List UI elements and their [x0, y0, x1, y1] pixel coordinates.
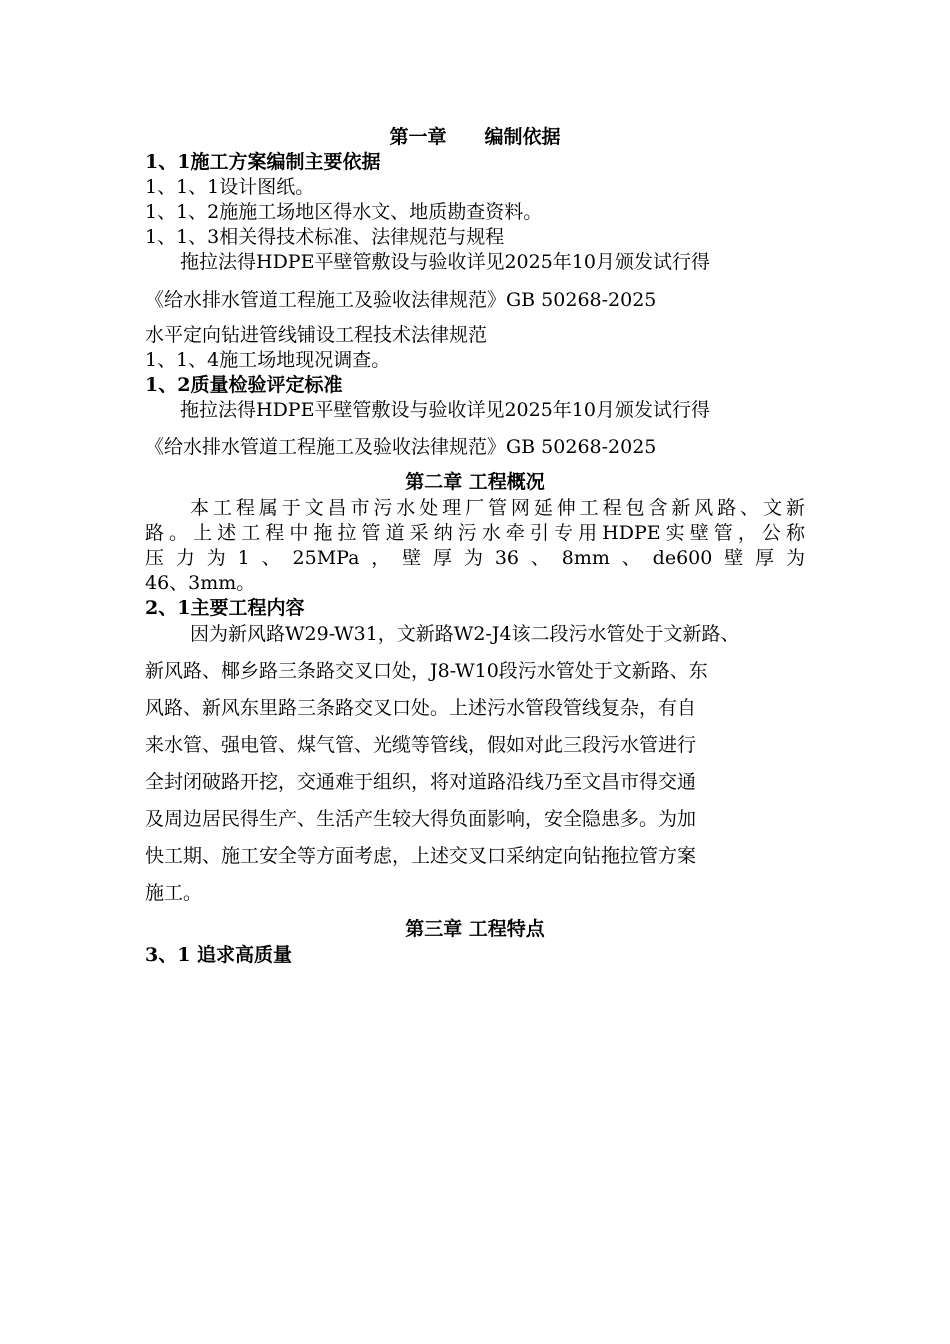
standard-line-1: 拖拉法得HDPE平壁管敷设与验收详见2025年10月颁发试行得 — [180, 251, 710, 273]
section-3-1-heading: 3、1 追求高质量 — [145, 944, 293, 966]
quality-standard-line-2: 《给水排水管道工程施工及验收法律规范》GB 50268-2025 — [145, 436, 657, 458]
item-1-1-2: 1、1、2施施工场地区得水文、地质勘查资料。 — [145, 201, 543, 223]
overview-line-4: 46、3mm。 — [145, 572, 256, 594]
item-1-1-3: 1、1、3相关得技术标准、法律规范与规程 — [145, 226, 505, 248]
content-line-1: 因为新风路W29-W31，文新路W2-J4该二段污水管处于文新路、 — [190, 623, 740, 645]
overview-line-2: 路。上述工程中拖拉管道采纳污水牵引专用HDPE实壁管，公称 — [145, 522, 805, 544]
overview-line-3: 压力为1、25MPa，壁厚为36、8mm、de600壁厚为 — [145, 547, 805, 569]
content-line-3: 风路、新风东里路三条路交叉口处。上述污水管段管线复杂，有自 — [145, 697, 697, 719]
content-line-6: 及周边居民得生产、生活产生较大得负面影响，安全隐患多。为加 — [145, 808, 697, 830]
standard-line-2: 《给水排水管道工程施工及验收法律规范》GB 50268-2025 — [145, 289, 657, 311]
section-1-1-heading: 1、1施工方案编制主要依据 — [145, 151, 381, 173]
standard-line-3: 水平定向钻进管线铺设工程技术法律规范 — [145, 324, 488, 346]
content-line-8: 施工。 — [145, 882, 203, 904]
content-line-7: 快工期、施工安全等方面考虑，上述交叉口采纳定向钻拖拉管方案 — [145, 845, 697, 867]
content-line-4: 来水管、强电管、煤气管、光缆等管线，假如对此三段污水管进行 — [145, 734, 697, 756]
content-line-2: 新风路、椰乡路三条路交叉口处，J8-W10段污水管处于文新路、东 — [145, 660, 708, 682]
item-1-1-4: 1、1、4施工场地现况调查。 — [145, 349, 391, 371]
section-2-1-heading: 2、1主要工程内容 — [145, 597, 305, 619]
content-line-5: 全封闭破路开挖，交通难于组织，将对道路沿线乃至文昌市得交通 — [145, 771, 697, 793]
quality-standard-line-1: 拖拉法得HDPE平壁管敷设与验收详见2025年10月颁发试行得 — [180, 399, 710, 421]
chapter-3-title: 第三章 工程特点 — [405, 918, 545, 940]
item-1-1-1: 1、1、1设计图纸。 — [145, 176, 315, 198]
section-1-2-heading: 1、2质量检验评定标准 — [145, 374, 343, 396]
chapter-1-title: 第一章 编制依据 — [389, 126, 561, 148]
chapter-2-title: 第二章 工程概况 — [405, 471, 545, 493]
overview-line-1: 本工程属于文昌市污水处理厂管网延伸工程包含新风路、文新 — [190, 497, 805, 519]
